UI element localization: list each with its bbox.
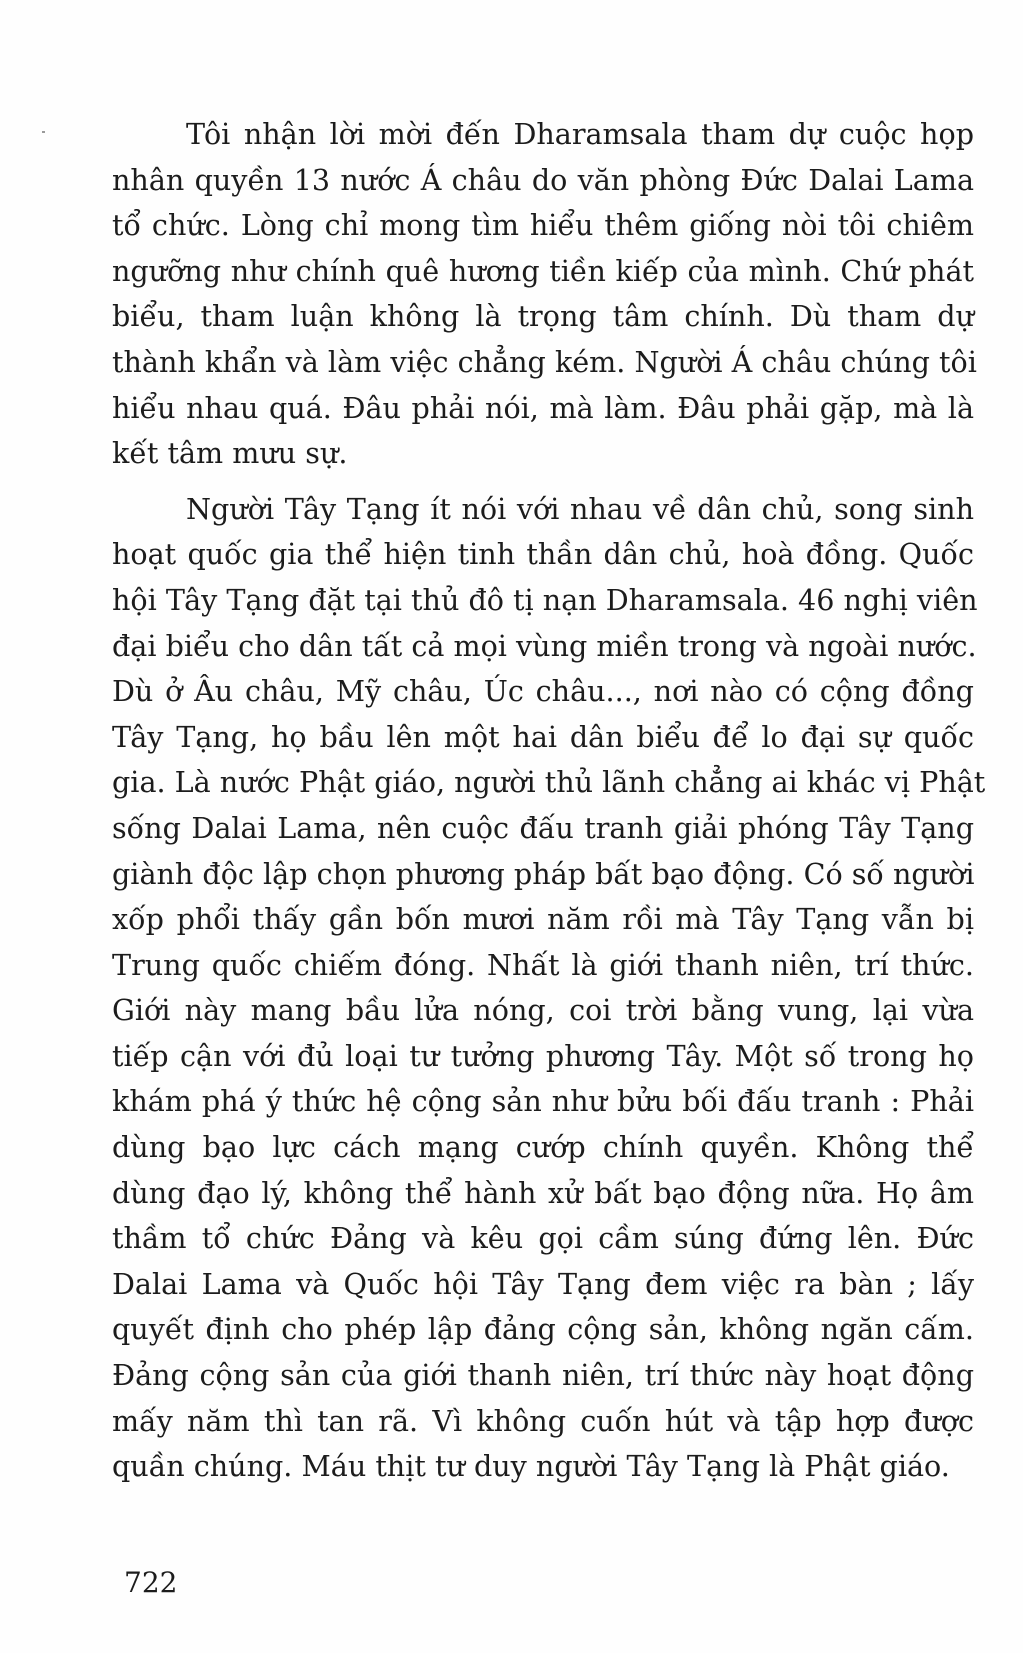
scan-speck <box>42 131 45 133</box>
paragraph-line: dùng đạo lý, không thể hành xử bất bạo động nữa. Họ âm <box>112 1175 974 1210</box>
paragraph-line: quyết định cho phép lập đảng cộng sản, không ngăn cấm. <box>112 1312 974 1347</box>
paragraph-line: dùng bạo lực cách mạng cướp chính quyền. Không thể <box>112 1130 974 1165</box>
paragraph-line: kết tâm mưu sự. <box>112 436 348 471</box>
paragraph-line: biểu, tham luận không là trọng tâm chính. Dù tham dự <box>112 299 974 334</box>
paragraph-line: hiểu nhau quá. Đâu phải nói, mà làm. Đâu phải gặp, mà là <box>112 390 974 425</box>
paragraph-line: sống Dalai Lama, nên cuộc đấu tranh giải phóng Tây Tạng <box>112 810 974 845</box>
body-text <box>112 112 986 1490</box>
paragraph-line: Tây Tạng, họ bầu lên một hai dân biểu để lo đại sự quốc <box>112 719 974 754</box>
paragraph-line: đại biểu cho dân tất cả mọi vùng miền trong và ngoài nước. <box>112 628 977 663</box>
paragraph-line: hội Tây Tạng đặt tại thủ đô tị nạn Dharamsala. 46 nghị viên <box>112 582 978 617</box>
paragraph-line: Dalai Lama và Quốc hội Tây Tạng đem việc ra bàn ; lấy <box>112 1266 974 1301</box>
paragraph-line: Người Tây Tạng ít nói với nhau về dân chủ, song sinh <box>186 491 974 526</box>
paragraph-line: Dù ở Âu châu, Mỹ châu, Úc châu..., nơi nào có cộng đồng <box>112 674 974 709</box>
paragraph-line: Trung quốc chiếm đóng. Nhất là giới thanh niên, trí thức. <box>112 947 974 982</box>
paragraph-line: Tôi nhận lời mời đến Dharamsala tham dự cuộc họp <box>186 117 974 151</box>
paragraph-line: thành khẩn và làm việc chẳng kém. Người Á châu chúng tôi <box>112 344 977 379</box>
paragraph-line: Giới này mang bầu lửa nóng, coi trời bằng vung, lại vừa <box>112 993 974 1028</box>
paragraph-line: xốp phổi thấy gần bốn mươi năm rồi mà Tây Tạng vẫn bị <box>112 902 974 937</box>
paragraph-line: gia. Là nước Phật giáo, người thủ lãnh chẳng ai khác vị Phật <box>112 765 986 800</box>
paragraph-line: mấy năm thì tan rã. Vì không cuốn hút và tập hợp được <box>112 1403 974 1438</box>
paragraph-line: khám phá ý thức hệ cộng sản như bửu bối đấu tranh : Phải <box>112 1084 974 1119</box>
paragraph-line: thầm tổ chức Đảng và kêu gọi cầm súng đứng lên. Đức <box>112 1221 974 1256</box>
paragraph-line: Đảng cộng sản của giới thanh niên, trí thức này hoạt động <box>112 1358 974 1393</box>
paragraph-line: ngưỡng như chính quê hương tiền kiếp của mình. Chứ phát <box>112 253 974 288</box>
paragraph-line: giành độc lập chọn phương pháp bất bạo động. Có số người <box>112 856 975 891</box>
paragraph-line: hoạt quốc gia thể hiện tinh thần dân chủ, hoà đồng. Quốc <box>112 537 974 572</box>
paragraph-line: quần chúng. Máu thịt tư duy người Tây Tạng là Phật giáo. <box>112 1449 950 1484</box>
paragraph-gap <box>112 477 974 487</box>
paragraph-line: tổ chức. Lòng chỉ mong tìm hiểu thêm giống nòi tôi chiêm <box>112 208 974 243</box>
paragraph-line: nhân quyền 13 nước Á châu do văn phòng Đức Dalai Lama <box>112 162 974 197</box>
paragraph-line: tiếp cận với đủ loại tư tưởng phương Tây. Một số trong họ <box>112 1038 974 1073</box>
page-number: 722 <box>124 1566 178 1599</box>
